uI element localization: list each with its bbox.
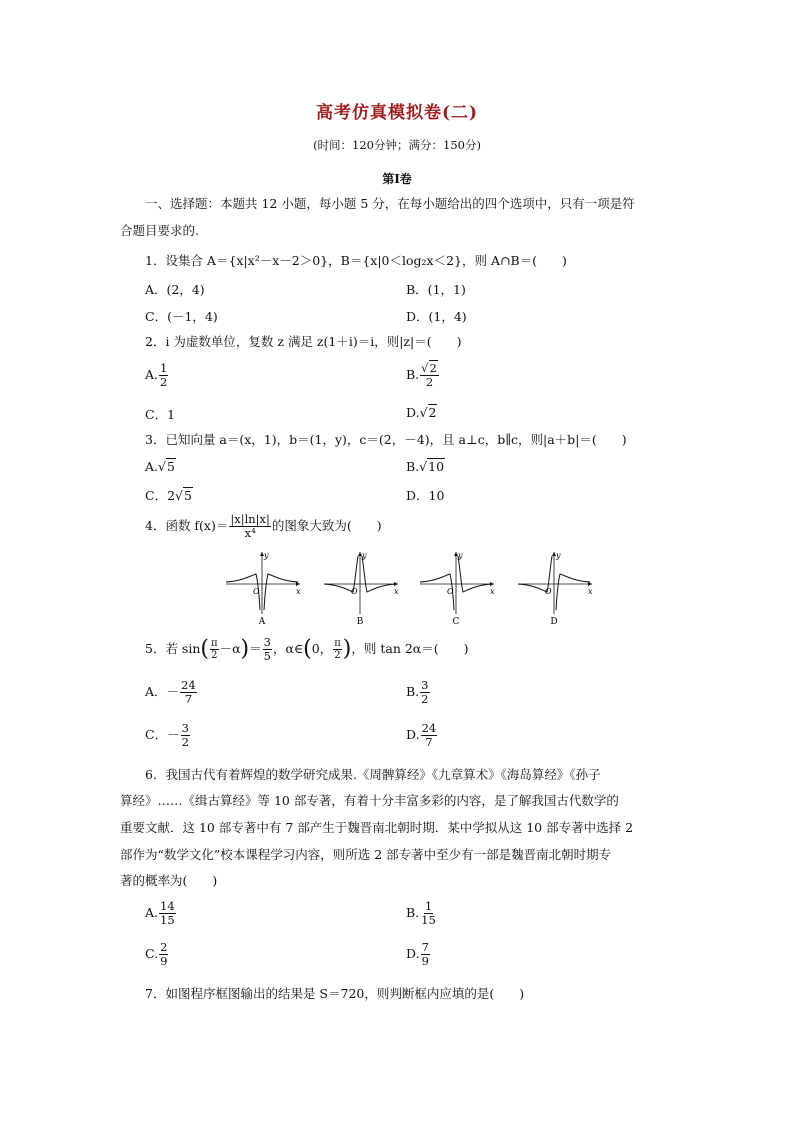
q6-line-2: 算经》……《缉古算经》等 10 部专著，有着十分丰富多彩的内容，是了解我国古代数学的	[120, 793, 619, 808]
q4-c-x-label: x	[490, 587, 495, 596]
q2-option-b: B. $\frac{√2}{2}$	[406, 361, 437, 389]
q1-option-c: C．(－1，4)	[145, 309, 218, 324]
q4-b-origin: O	[351, 587, 358, 596]
q4-graph-b[interactable]	[324, 552, 398, 614]
q3-stem: 3．已知向量 a＝(x，1)，b＝(1，y)，c＝(2，－4)，且 a⊥c，b∥c，则|a＋b|＝( )	[145, 432, 627, 447]
q3-option-b: B.√10	[406, 459, 445, 474]
intro-line-2: 合题目要求的.	[120, 223, 199, 238]
q3-option-a: A.√5	[145, 459, 175, 474]
q1-stem: 1．设集合 A＝{x|x²－x－2＞0}，B＝{x|0＜log₂x＜2}，则 A∩B＝( )	[145, 253, 567, 268]
q3-option-d: D．10	[406, 488, 445, 503]
q4-b-x-label: x	[394, 587, 399, 596]
q4-c-y-label: y	[458, 551, 463, 560]
q5-stem: 5．若 sin( $\frac{\pi}{2}$ －α)＝ $\frac{3}{5}$ ，α∈(0， $\frac{\pi}{2}$ )，则 tan 2α＝( )	[145, 635, 469, 663]
q4-b-y-label: y	[362, 551, 367, 560]
q4-label-a: A	[258, 617, 266, 627]
q3-option-c: C．2√5	[145, 488, 192, 503]
q4-a-y-label: y	[264, 551, 269, 560]
q4-a-origin: O	[253, 587, 260, 596]
q6-option-b: B. $\frac{1}{15}$	[406, 899, 436, 927]
page-title: 高考仿真模拟卷(二)	[315, 103, 479, 123]
q5-option-c: C．－ $\frac{3}{2}$	[145, 721, 189, 749]
q6-line-5: 著的概率为( )	[120, 873, 218, 888]
q6-option-c: C. $\frac{2}{9}$	[145, 940, 168, 968]
q2-option-d: D.√2	[406, 405, 437, 420]
q4-c-origin: O	[447, 587, 454, 596]
q6-option-d: D. $\frac{7}{9}$	[406, 940, 429, 968]
q4-d-x-label: x	[588, 587, 593, 596]
q4-d-origin: O	[545, 587, 552, 596]
q5-option-b: B. $\frac{3}{2}$	[406, 678, 429, 706]
q1-option-a: A．(2，4)	[145, 282, 205, 297]
q2-option-a: A. $\frac{1}{2}$	[145, 361, 168, 389]
q2-option-c: C．1	[145, 407, 176, 422]
q4-graph-a[interactable]	[226, 552, 300, 614]
q6-line-4: 部作为“数学文化”校本课程学习内容，则所选 2 部专著中至少有一部是魏晋南北朝时期专	[120, 847, 612, 862]
q7-stem: 7．如图程序框图输出的结果是 S＝720，则判断框内应填的是( )	[145, 986, 525, 1001]
q5-option-a: A．－ $\frac{24}{7}$	[145, 678, 196, 706]
q4-d-y-label: y	[556, 551, 561, 560]
q4-stem: 4．函数 f(x)＝ $\frac{|x|\ln|x|}{\text{x⁴}}$ 的图象大致为( )	[145, 512, 382, 540]
q2-stem: 2．i 为虚数单位，复数 z 满足 z(1＋i)＝i，则|z|＝( )	[145, 334, 462, 349]
exam-time-info: (时间：120分钟；满分：150分)	[313, 138, 481, 152]
q4-graph-d[interactable]	[518, 552, 592, 614]
q6-line-3: 重要文献．这 10 部专著中有 7 部产生于魏晋南北朝时期．某中学拟从这 10 部专著中选择 2	[120, 820, 634, 835]
q4-graph-options	[222, 548, 602, 628]
q6-line-1: 6．我国古代有着辉煌的数学研究成果.《周髀算经》《九章算术》《海岛算经》《孙子	[145, 767, 601, 782]
q1-option-d: D．(1，4)	[406, 309, 467, 324]
q5-option-d: D. $\frac{24}{7}$	[406, 721, 437, 749]
q4-graph-c[interactable]	[420, 552, 494, 614]
section-heading: 第Ⅰ卷	[382, 172, 412, 186]
q1-option-b: B．(1，1)	[406, 282, 466, 297]
q6-option-a: A. $\frac{14}{15}$	[145, 899, 175, 927]
q4-label-c: C	[452, 617, 460, 627]
q4-label-b: B	[356, 617, 364, 627]
intro-line-1: 一、选择题：本题共 12 小题，每小题 5 分，在每小题给出的四个选项中，只有一项是符	[145, 196, 635, 211]
q4-label-d: D	[550, 617, 558, 627]
q4-a-x-label: x	[296, 587, 301, 596]
